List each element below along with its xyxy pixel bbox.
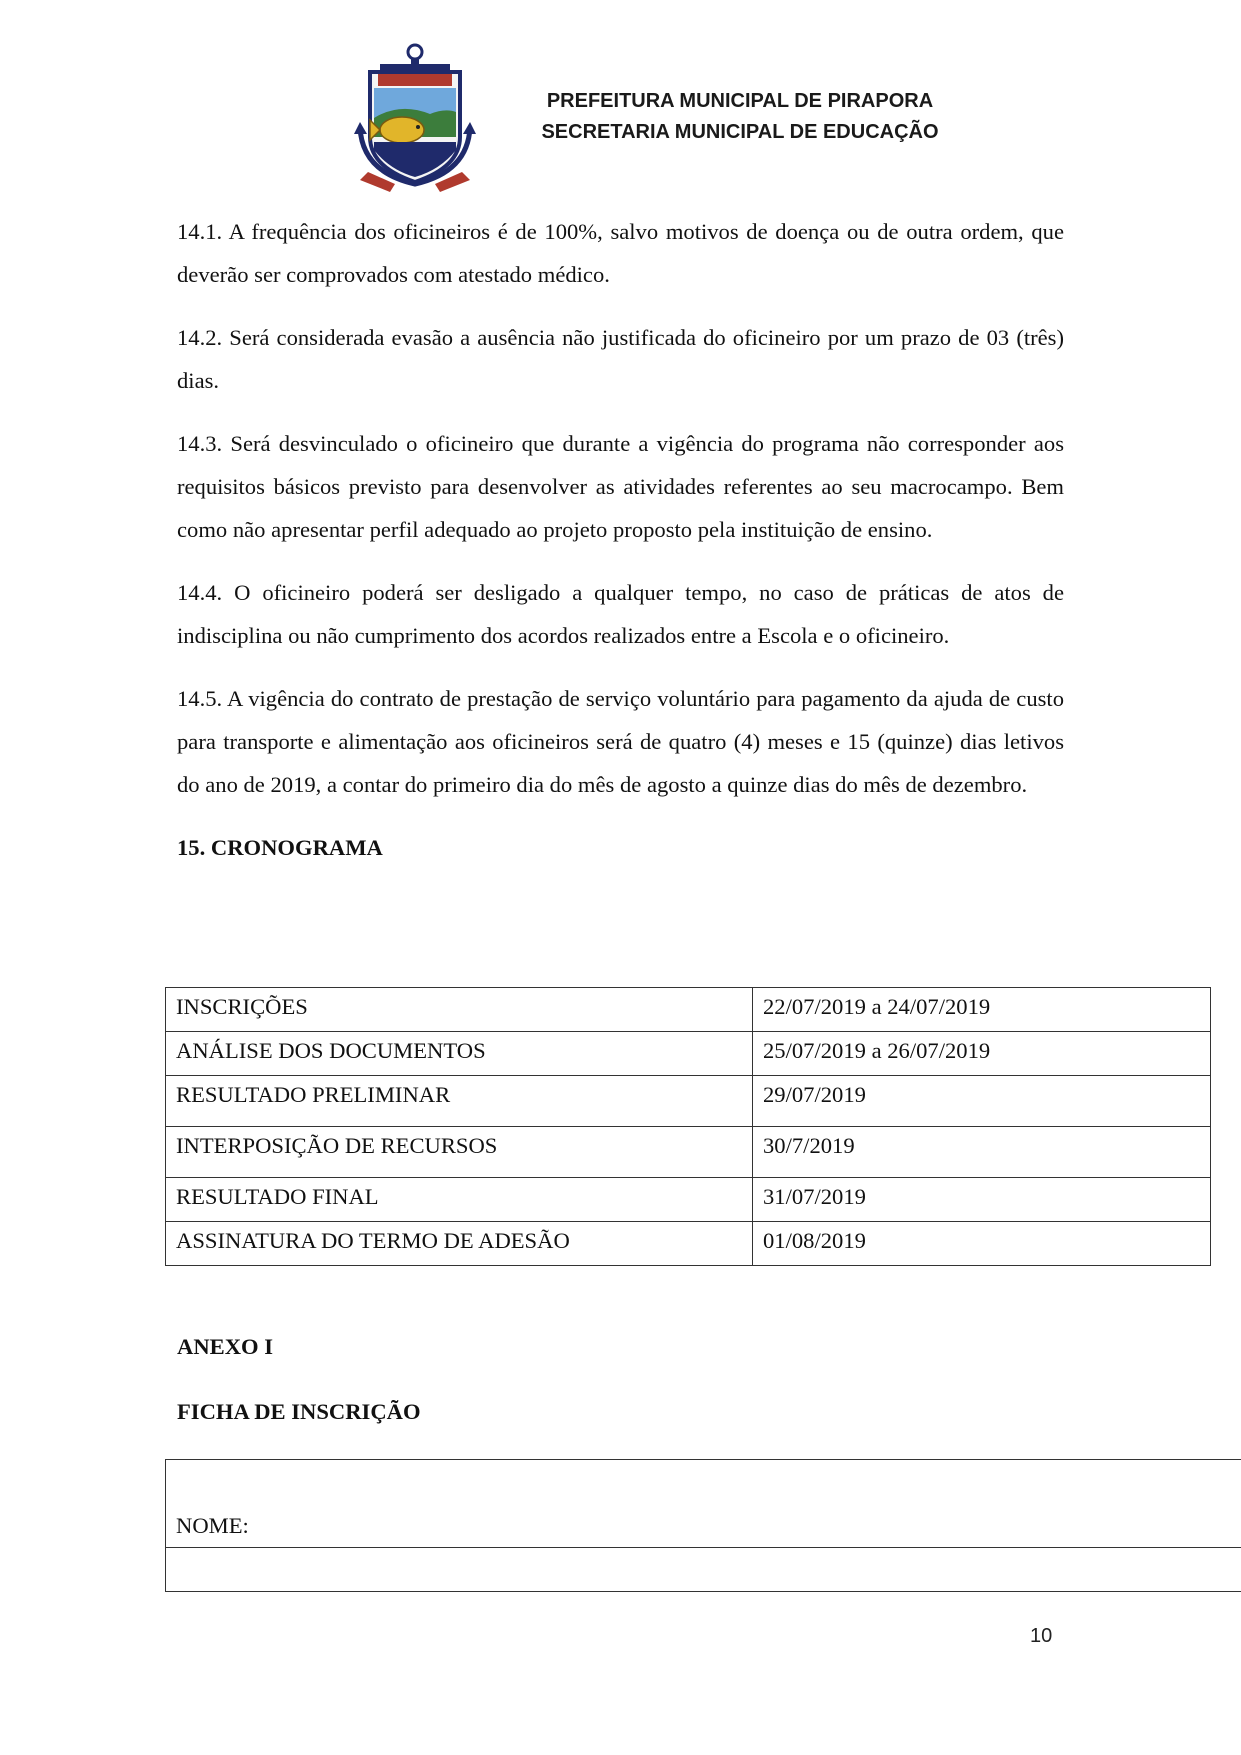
form-title: FICHA DE INSCRIÇÃO [177, 1399, 421, 1424]
form-row-empty [166, 1548, 1241, 1592]
schedule-table [165, 987, 1211, 1266]
header-line-2: SECRETARIA MUNICIPAL DE EDUCAÇÃO [541, 121, 939, 143]
page-number: 10 [1030, 1625, 1053, 1647]
schedule-step: RESULTADO FINAL [166, 1178, 753, 1222]
table-row [166, 1178, 1211, 1222]
paragraph-14-1: 14.1. A frequência dos oficineiros é de 100%, salvo motivos de doença ou de outra ordem, que deverão ser comprovados com atestado médico. [177, 219, 1064, 287]
annex-title: ANEXO I [177, 1334, 274, 1359]
header-line-1: PREFEITURA MUNICIPAL DE PIRAPORA [546, 90, 934, 112]
form-row-name [166, 1460, 1241, 1548]
document-header [500, 86, 980, 148]
document-body [177, 210, 1064, 869]
paragraph-14-3: 14.3. Será desvinculado o oficineiro que durante a vigência do programa não corresponder aos requisitos básicos previsto para desenvolver as atividades referentes ao seu macrocampo. Bem como não apresentar perfil adequado ao projeto proposto pela instituição de ensino. [177, 431, 1064, 542]
schedule-step: RESULTADO PRELIMINAR [166, 1076, 753, 1127]
empty-form-field [166, 1548, 1241, 1592]
schedule-date: 29/07/2019 [753, 1076, 1211, 1127]
name-field-label: NOME: [166, 1460, 1241, 1548]
schedule-date: 25/07/2019 a 26/07/2019 [753, 1032, 1211, 1076]
table-row [166, 1127, 1211, 1178]
schedule-date: 31/07/2019 [753, 1178, 1211, 1222]
table-row [166, 1032, 1211, 1076]
schedule-date: 30/7/2019 [753, 1127, 1211, 1178]
paragraph-14-2: 14.2. Será considerada evasão a ausência não justificada do oficineiro por um prazo de 03 (três) dias. [177, 325, 1064, 393]
schedule-step: ANÁLISE DOS DOCUMENTOS [166, 1032, 753, 1076]
paragraph-14-4: 14.4. O oficineiro poderá ser desligado a qualquer tempo, no caso de práticas de atos de indisciplina ou não cumprimento dos acordos realizados entre a Escola e o oficineiro. [177, 580, 1064, 648]
paragraph-14-5: 14.5. A vigência do contrato de prestação de serviço voluntário para pagamento da ajuda de custo para transporte e alimentação aos oficineiros será de quatro (4) meses e 15 (quinze) dias letivos do ano de 2019, a contar do primeiro dia do mês de agosto a quinze dias do mês de dezembro. [177, 686, 1064, 797]
schedule-step: ASSINATURA DO TERMO DE ADESÃO [166, 1222, 753, 1266]
table-row [166, 988, 1211, 1032]
registration-form [165, 1459, 1241, 1592]
table-row [166, 1222, 1211, 1266]
table-row [166, 1076, 1211, 1127]
section-title: 15. CRONOGRAMA [177, 835, 383, 860]
schedule-date: 22/07/2019 a 24/07/2019 [753, 988, 1211, 1032]
schedule-date: 01/08/2019 [753, 1222, 1211, 1266]
schedule-step: INSCRIÇÕES [166, 988, 753, 1032]
municipal-coat-of-arms-icon [340, 42, 490, 192]
schedule-step: INTERPOSIÇÃO DE RECURSOS [166, 1127, 753, 1178]
